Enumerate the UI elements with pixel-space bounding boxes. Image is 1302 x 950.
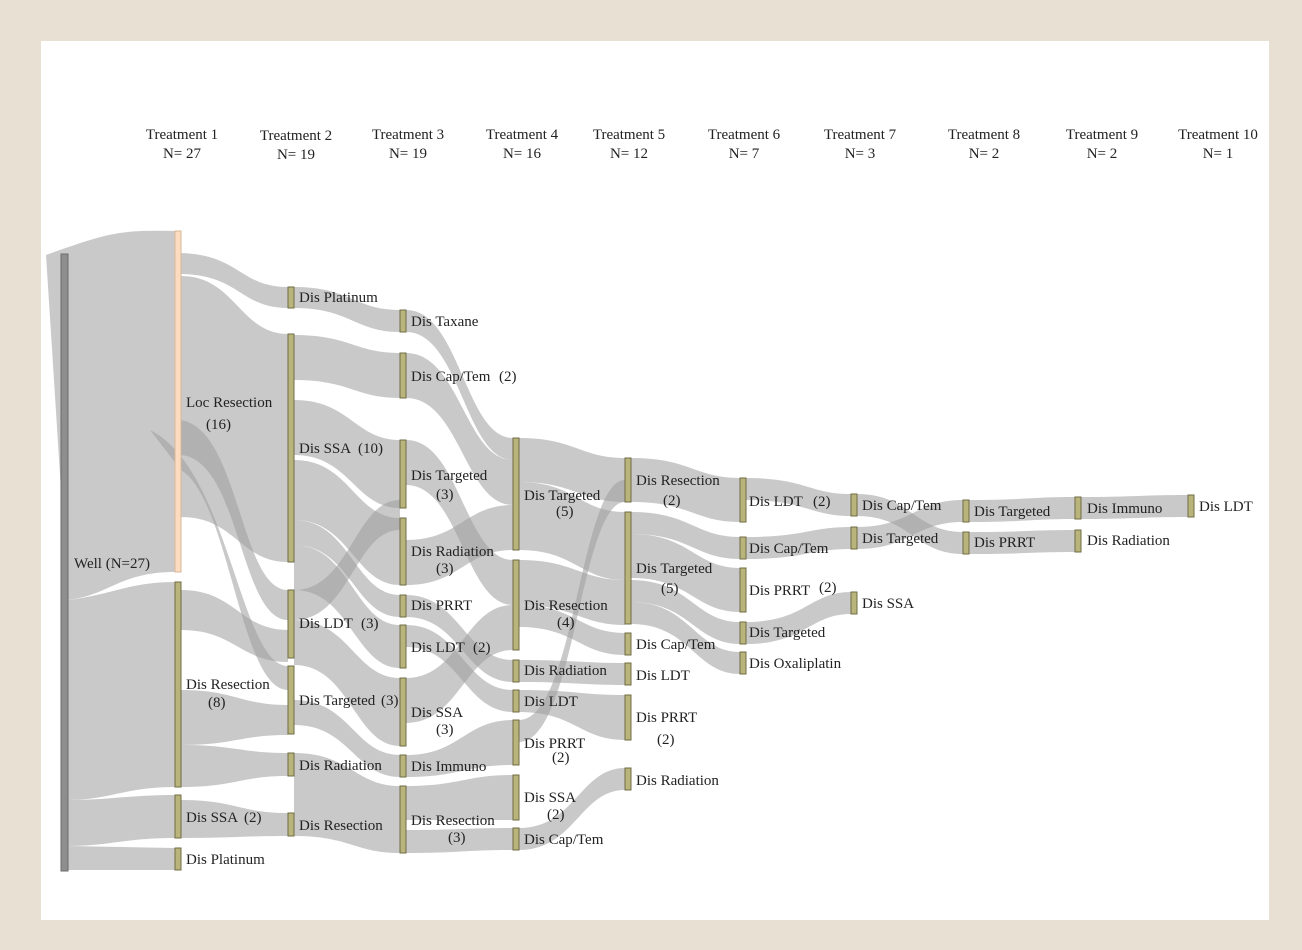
node-t2-dis-platinum xyxy=(288,287,294,308)
label-t6-dis-prrt: Dis PRRT xyxy=(749,583,811,599)
flow-t1-t2-radiation xyxy=(181,745,288,787)
label-t2-dis-ldt: Dis LDT xyxy=(299,616,353,632)
col-2-title: Treatment 2 xyxy=(259,128,333,144)
col-6-title: Treatment 6 xyxy=(707,127,781,143)
node-t6-dis-prrt xyxy=(740,568,746,612)
node-t5-dis-resection xyxy=(625,458,631,502)
label-t1-dis-resection: Dis Resection xyxy=(186,677,270,693)
label-t3-dis-immuno: Dis Immuno xyxy=(411,759,487,775)
label-t6-dis-captem: Dis Cap/Tem xyxy=(749,541,829,557)
node-t3-dis-radiation xyxy=(400,518,406,585)
col-8-n: N= 2 xyxy=(968,146,1000,162)
col-9-title: Treatment 9 xyxy=(1065,127,1139,143)
node-t3-dis-captem xyxy=(400,353,406,398)
node-t1-dis-ssa xyxy=(175,795,181,838)
node-t1-loc-resection xyxy=(175,231,181,572)
col-7-n: N= 3 xyxy=(844,146,876,162)
col-6-n: N= 7 xyxy=(728,146,760,162)
label-t7-dis-targeted: Dis Targeted xyxy=(862,531,939,547)
count-t2-dis-ssa: (10) xyxy=(358,441,383,457)
label-t7-dis-captem: Dis Cap/Tem xyxy=(862,498,942,514)
label-t7-dis-ssa: Dis SSA xyxy=(862,596,915,612)
label-t2-dis-ssa: Dis SSA xyxy=(299,441,352,457)
node-t4-dis-radiation xyxy=(513,660,519,682)
col-4-n: N= 16 xyxy=(502,146,542,162)
count-t6-dis-prrt: (2) xyxy=(819,580,837,596)
col-2-n: N= 19 xyxy=(276,147,316,163)
node-t5-dis-prrt xyxy=(625,695,631,740)
node-t10-dis-ldt xyxy=(1188,495,1194,517)
label-t6-dis-oxaliplatin: Dis Oxaliplatin xyxy=(749,656,842,672)
label-t4-dis-ssa: Dis SSA xyxy=(524,790,577,806)
col-10-title: Treatment 10 xyxy=(1178,127,1258,143)
label-well: Well (N=27) xyxy=(74,556,150,572)
col-9-n: N= 2 xyxy=(1086,146,1118,162)
column-headers xyxy=(146,127,1258,163)
node-t5-dis-captem xyxy=(625,633,631,655)
label-t2-dis-radiation: Dis Radiation xyxy=(299,758,382,774)
node-t9-dis-immuno xyxy=(1075,497,1081,519)
flow-well-dis-platinum xyxy=(68,846,175,870)
node-t3-dis-taxane xyxy=(400,310,406,332)
node-t5-dis-ldt xyxy=(625,663,631,685)
count-t5-dis-resection: (2) xyxy=(663,493,681,509)
col-3-n: N= 19 xyxy=(388,146,428,162)
label-t2-dis-targeted: Dis Targeted xyxy=(299,693,376,709)
label-t6-dis-targeted: Dis Targeted xyxy=(749,625,826,641)
node-t3-dis-targeted xyxy=(400,440,406,508)
count-t2-dis-ldt: (3) xyxy=(361,616,379,632)
label-t9-dis-radiation: Dis Radiation xyxy=(1087,533,1170,549)
node-t7-dis-captem xyxy=(851,494,857,516)
label-t6-dis-ldt: Dis LDT xyxy=(749,494,803,510)
label-t3-dis-prrt: Dis PRRT xyxy=(411,598,473,614)
node-t3-dis-immuno xyxy=(400,755,406,777)
node-t6-dis-captem xyxy=(740,537,746,559)
count-t4-dis-prrt: (2) xyxy=(552,750,570,766)
count-t2-dis-targeted: (3) xyxy=(381,693,399,709)
label-t3-dis-ldt: Dis LDT xyxy=(411,640,465,656)
label-t4-dis-captem: Dis Cap/Tem xyxy=(524,832,604,848)
node-t1-dis-platinum xyxy=(175,848,181,870)
label-t3-dis-captem: Dis Cap/Tem xyxy=(411,369,491,385)
count-t3-dis-resection: (3) xyxy=(448,830,466,846)
label-t2-dis-platinum: Dis Platinum xyxy=(299,290,378,306)
label-t5-dis-targeted: Dis Targeted xyxy=(636,561,713,577)
label-t1-loc-resection: Loc Resection xyxy=(186,395,273,411)
node-t8-dis-targeted xyxy=(963,500,969,522)
node-t5-dis-targeted xyxy=(625,512,631,624)
label-t5-dis-prrt: Dis PRRT xyxy=(636,710,698,726)
count-t1-loc-resection: (16) xyxy=(206,417,231,433)
label-t10-dis-ldt: Dis LDT xyxy=(1199,499,1253,515)
node-t9-dis-radiation xyxy=(1075,530,1081,552)
node-t2-dis-ssa xyxy=(288,334,294,562)
node-t7-dis-ssa xyxy=(851,592,857,614)
node-t3-dis-resection xyxy=(400,786,406,853)
flow-t5-t6-ldt xyxy=(631,458,740,522)
count-t4-dis-ssa: (2) xyxy=(547,807,565,823)
col-5-n: N= 12 xyxy=(609,146,649,162)
node-t2-dis-resection xyxy=(288,813,294,836)
count-t4-dis-targeted: (5) xyxy=(556,504,574,520)
flow-t2-t3-captem xyxy=(294,335,400,398)
count-t3-dis-targeted: (3) xyxy=(436,487,454,503)
node-t4-dis-ssa xyxy=(513,775,519,820)
label-t1-dis-platinum: Dis Platinum xyxy=(186,852,265,868)
count-t6-dis-ldt: (2) xyxy=(813,494,831,510)
col-7-title: Treatment 7 xyxy=(823,127,897,143)
col-1-title: Treatment 1 xyxy=(145,127,219,143)
node-t4-dis-prrt xyxy=(513,720,519,765)
node-t6-dis-ldt xyxy=(740,478,746,522)
node-t8-dis-prrt xyxy=(963,532,969,554)
col-3-title: Treatment 3 xyxy=(371,127,445,143)
count-t1-dis-resection: (8) xyxy=(208,695,226,711)
label-t5-dis-radiation: Dis Radiation xyxy=(636,773,719,789)
count-t3-dis-radiation: (3) xyxy=(436,561,454,577)
node-t6-dis-targeted xyxy=(740,622,746,644)
col-8-title: Treatment 8 xyxy=(947,127,1021,143)
col-10-n: N= 1 xyxy=(1202,146,1234,162)
label-t4-dis-prrt: Dis PRRT xyxy=(524,736,586,752)
label-t5-dis-resection: Dis Resection xyxy=(636,473,720,489)
label-t8-dis-prrt: Dis PRRT xyxy=(974,535,1036,551)
label-t3-dis-targeted: Dis Targeted xyxy=(411,468,488,484)
node-well xyxy=(61,254,68,871)
node-t7-dis-targeted xyxy=(851,527,857,549)
label-t3-dis-taxane: Dis Taxane xyxy=(411,314,479,330)
label-t3-dis-ssa: Dis SSA xyxy=(411,705,464,721)
node-t6-dis-oxaliplatin xyxy=(740,652,746,674)
col-1-n: N= 27 xyxy=(162,146,202,162)
label-t2-dis-resection: Dis Resection xyxy=(299,818,383,834)
count-t3-dis-ldt: (2) xyxy=(473,640,491,656)
node-t1-dis-resection xyxy=(175,582,181,787)
count-t1-dis-ssa: (2) xyxy=(244,810,262,826)
flow-well-dis-resection xyxy=(68,582,175,800)
col-4-title: Treatment 4 xyxy=(485,127,559,143)
count-t5-dis-targeted: (5) xyxy=(661,581,679,597)
label-t4-dis-ldt: Dis LDT xyxy=(524,694,578,710)
node-t2-dis-ldt xyxy=(288,590,294,658)
label-t4-dis-radiation: Dis Radiation xyxy=(524,663,607,679)
node-t5-dis-radiation xyxy=(625,768,631,790)
label-t5-dis-captem: Dis Cap/Tem xyxy=(636,637,716,653)
col-5-title: Treatment 5 xyxy=(592,127,666,143)
count-t3-dis-captem: (2) xyxy=(499,369,517,385)
label-t8-dis-targeted: Dis Targeted xyxy=(974,504,1051,520)
node-t3-dis-ssa xyxy=(400,678,406,746)
flow-t1-t2-resection-b xyxy=(181,690,288,745)
label-t4-dis-resection: Dis Resection xyxy=(524,598,608,614)
label-t3-dis-radiation: Dis Radiation xyxy=(411,544,494,560)
label-t3-dis-resection: Dis Resection xyxy=(411,813,495,829)
node-t4-dis-captem xyxy=(513,828,519,850)
label-t4-dis-targeted: Dis Targeted xyxy=(524,488,601,504)
label-t5-dis-ldt: Dis LDT xyxy=(636,668,690,684)
count-t3-dis-ssa: (3) xyxy=(436,722,454,738)
node-t2-dis-radiation xyxy=(288,753,294,776)
node-t4-dis-ldt xyxy=(513,690,519,712)
node-t3-dis-prrt xyxy=(400,595,406,617)
label-t9-dis-immuno: Dis Immuno xyxy=(1087,501,1163,517)
node-t4-dis-targeted xyxy=(513,438,519,550)
flow-well-dis-ssa xyxy=(68,795,175,846)
count-t5-dis-prrt: (2) xyxy=(657,732,675,748)
node-t4-dis-resection xyxy=(513,560,519,650)
count-t4-dis-resection: (4) xyxy=(557,615,575,631)
label-t1-dis-ssa: Dis SSA xyxy=(186,810,239,826)
node-t2-dis-targeted xyxy=(288,666,294,734)
node-t3-dis-ldt xyxy=(400,625,406,668)
